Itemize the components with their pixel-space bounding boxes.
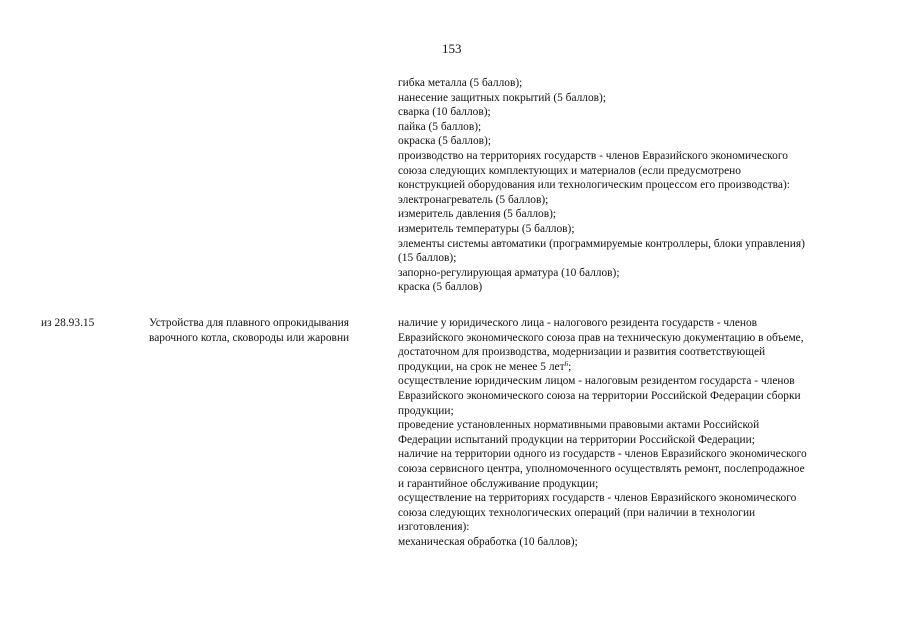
condition-text: продукции, на срок не менее 5 лет	[398, 360, 565, 373]
product-name-cell	[149, 316, 349, 345]
product-name-line: Устройства для плавного опрокидывания	[149, 317, 349, 329]
condition-line: Евразийского экономического союза на территории Российской Федерации сборки	[398, 389, 801, 402]
condition-line: измеритель температуры (5 баллов);	[398, 222, 575, 235]
condition-line: гибка металла (5 баллов);	[398, 77, 523, 89]
condition-line: электронагреватель (5 баллов);	[398, 193, 549, 206]
condition-line: союза следующих комплектующих и материалов (если предусмотрено	[398, 164, 741, 177]
condition-line: изготовления):	[398, 521, 470, 534]
condition-line: осуществление на территориях государств - членов Евразийского экономического	[398, 492, 797, 505]
condition-line-with-footnote	[398, 360, 807, 375]
footnote-marker: 6	[564, 359, 569, 368]
condition-line: союза следующих технологических операций (при наличии в технологии	[398, 506, 756, 519]
condition-line: краска (5 баллов)	[398, 281, 483, 294]
condition-line: конструкцией оборудования или технологическим процессом его производства):	[398, 179, 790, 192]
condition-line: наличие на территории одного из государств - членов Евразийского экономического	[398, 448, 807, 461]
condition-line: элементы системы автоматики (программируемые контроллеры, блоки управления)	[398, 237, 805, 250]
continued-conditions-list	[398, 76, 805, 295]
okpd-code: из 28.93.15	[41, 317, 95, 329]
okpd-code-cell	[41, 316, 94, 331]
condition-line: окраска (5 баллов);	[398, 135, 491, 148]
condition-line: наличие у юридического лица - налогового резидента государств - членов	[398, 317, 758, 329]
condition-line: осуществление юридическим лицом - налоговым резидентом государста - членов	[398, 375, 795, 388]
condition-line: запорно-регулирующая арматура (10 баллов);	[398, 266, 620, 279]
product-name-line: варочного котла, сковороды или жаровни	[149, 331, 350, 344]
condition-line: проведение установленных нормативными правовыми актами Российской	[398, 419, 760, 432]
condition-line: и гарантийное обслуживание продукции;	[398, 477, 599, 490]
condition-line: (15 баллов);	[398, 252, 457, 265]
condition-line: нанесение защитных покрытий (5 баллов);	[398, 91, 607, 104]
condition-line: измеритель давления (5 баллов);	[398, 208, 557, 221]
condition-line: Евразийского экономического союза прав на техническую документацию в объеме,	[398, 331, 804, 344]
condition-line: достаточном для производства, модернизации и развития соответствующей	[398, 346, 766, 359]
condition-line: продукции;	[398, 404, 454, 417]
condition-text-end: ;	[568, 360, 572, 373]
condition-line: сварка (10 баллов);	[398, 106, 491, 119]
condition-line: союза сервисного центра, уполномоченного осуществлять ремонт, послепродажное	[398, 462, 805, 475]
page-number: 153	[442, 41, 462, 56]
condition-line: механическая обработка (10 баллов);	[398, 535, 578, 548]
conditions-cell	[398, 316, 807, 550]
condition-line: пайка (5 баллов);	[398, 120, 482, 133]
condition-line: Федерации испытаний продукции на территории Российской Федерации;	[398, 433, 755, 446]
condition-line: производство на территориях государств - членов Евразийского экономического	[398, 149, 788, 162]
